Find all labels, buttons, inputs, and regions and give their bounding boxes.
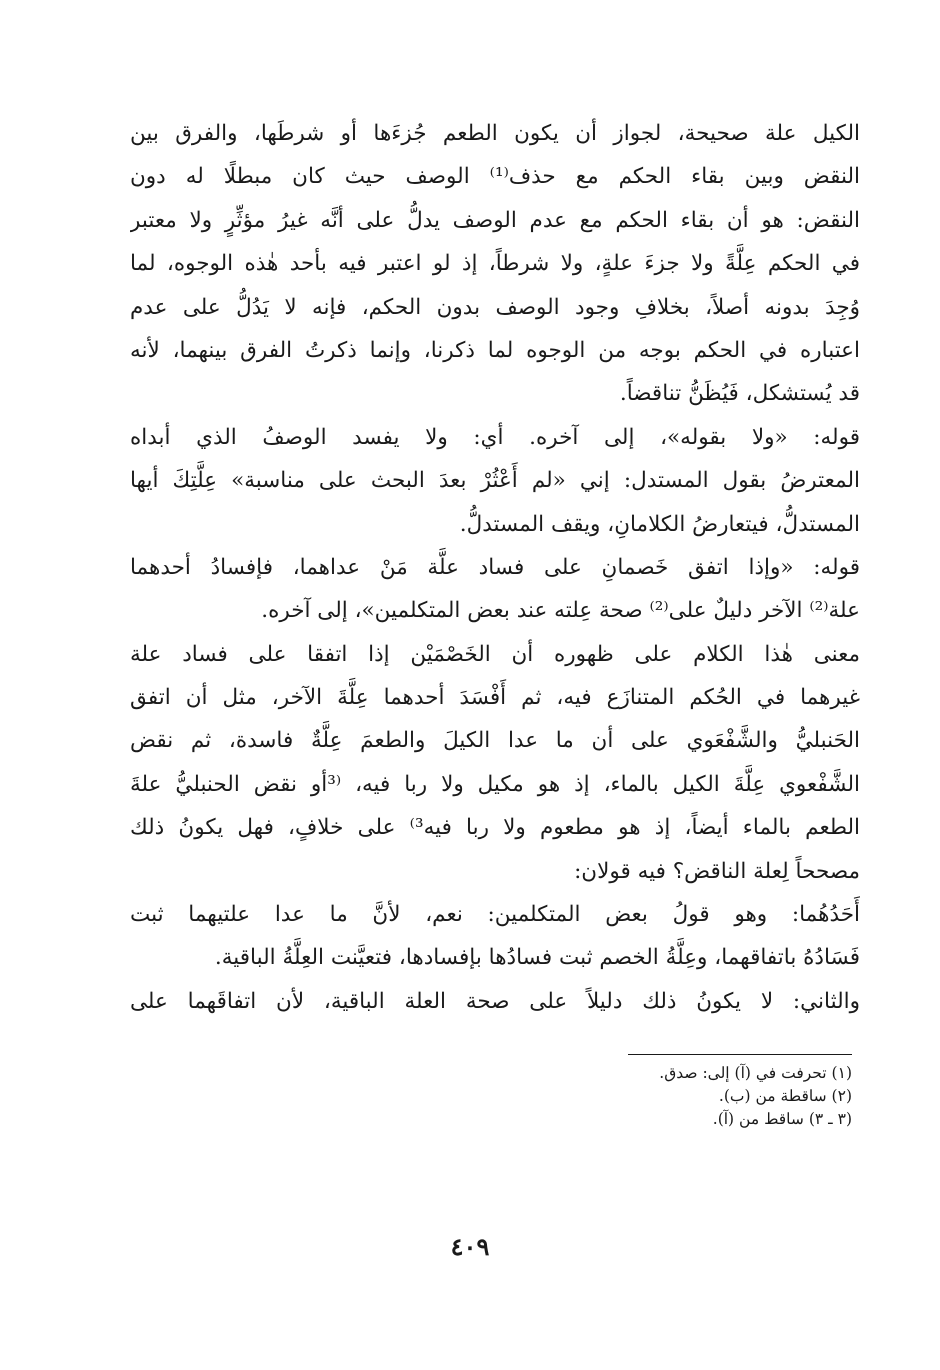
text-line: والثاني: لا يكونُ ذلك دليلاً على صحة العلة الباقية، لأن اتفاقَهما على xyxy=(130,988,860,1014)
footnote: (١) تحرفت في (آ) إلى: صدق. xyxy=(659,1064,852,1082)
text-line: المعترضُ بقول المستدل: إني «لم أَعْثُرْ بعدَ البحث على مناسبة» عِلَّتِكَ أيها xyxy=(130,468,860,494)
text-line: اعتباره في الحكم بوجه من الوجوه لما ذكرنا، وإنما ذكرتُ الفرق بينهما، لأنه xyxy=(130,337,860,363)
text-line: أَحَدُهُما: وهو قولُ بعض المتكلمين: نعم، لأنَّ ما عدا علتيهما ثبت xyxy=(130,902,860,928)
text-line: وُجِدَ بدونه أصلاً، بخلافِ وجود الوصف بدون الحكم، فإنه لا يَدُلُّ على عدم xyxy=(130,294,860,320)
footnote: (٣ ـ ٣) ساقط من (آ). xyxy=(712,1110,852,1128)
text-line: الحَنبليُّ والشَّفْعَوي على أن ما عدا الكيلَ والطعمَ عِلَّةٌ فاسدة، ثم نقض xyxy=(130,728,860,754)
text-line: النقض: هو أن بقاء الحكم مع عدم الوصف يدلُّ على أنَّه غيرُ مؤثِّرٍ ولا معتبر xyxy=(130,207,860,233)
footnote: (٢) ساقطة من (ب). xyxy=(718,1087,852,1105)
text-line: الشَّفْعوي عِلَّةَ الكيل بالماء، إذ هو مكيل ولا ربا فيه، ⁽³أو نقض الحنبليُّ علةَ xyxy=(130,771,860,797)
text-line: الكيل علة صحيحة، لجواز أن يكون الطعم جُزءَها أو شرطَها، والفرق بين xyxy=(130,121,860,146)
text-line: النقض وبين بقاء الحكم مع حذف⁽¹⁾ الوصف حيث كان مبطلًا له دون xyxy=(130,164,860,190)
text-line: المستدلُّ، فيتعارضُ الكلامانِ، ويقف المستدلُّ. xyxy=(459,511,860,537)
text-line: مصححاً لِعلة الناقض؟ فيه قولان: xyxy=(574,858,860,884)
text-line: قوله: «ولا بقوله»، إلى آخره. أي: ولا يفسد الوصفُ الذي أبداه xyxy=(130,424,860,450)
text-line: في الحكم عِلَّةً ولا جزءَ علةٍ، ولا شرطاً، إذ لو اعتبر فيه بأحد هٰذه الوجوه، لما xyxy=(130,251,860,277)
text-line: قوله: «وإذا اتفق خَصمانِ على فساد علَّة مَنْ عداهما، فإفسادُ أحدهما xyxy=(130,554,860,580)
text-line: علة⁽²⁾ الآخر دليلٌ على⁽²⁾ صحة عِلته عند بعض المتكلمين»، إلى آخره. xyxy=(261,598,860,624)
text-line: قد يُستشكل، فَيُظَنُّ تناقضاً. xyxy=(619,381,860,407)
text-line: فَسَادُهُ باتفاقهما، وعِلَّةُ الخصم ثبت فسادُها بإفسادها، فتعيَّنت العِلَّةُ الباقية. xyxy=(214,945,860,971)
main-text-block xyxy=(130,112,860,1023)
footnotes xyxy=(440,1062,852,1131)
page-number: ٤٠٩ xyxy=(450,1232,490,1261)
text-line: الطعم بالماء أيضاً، إذ هو مطعوم ولا ربا فيه³⁾ على خلافٍ، فهل يكونُ ذلك xyxy=(130,815,860,841)
footnote-separator xyxy=(628,1054,852,1055)
text-line: غيرهما في الحُكم المتنازَع فيه، ثم أَفْسَدَ أحدهما عِلَّةَ الآخر، مثل أن اتفق xyxy=(130,685,860,711)
text-line: معنى هٰذا الكلام على ظهوره أن الخَصْمَيْن إذا اتفقا على فساد علة xyxy=(130,641,860,667)
